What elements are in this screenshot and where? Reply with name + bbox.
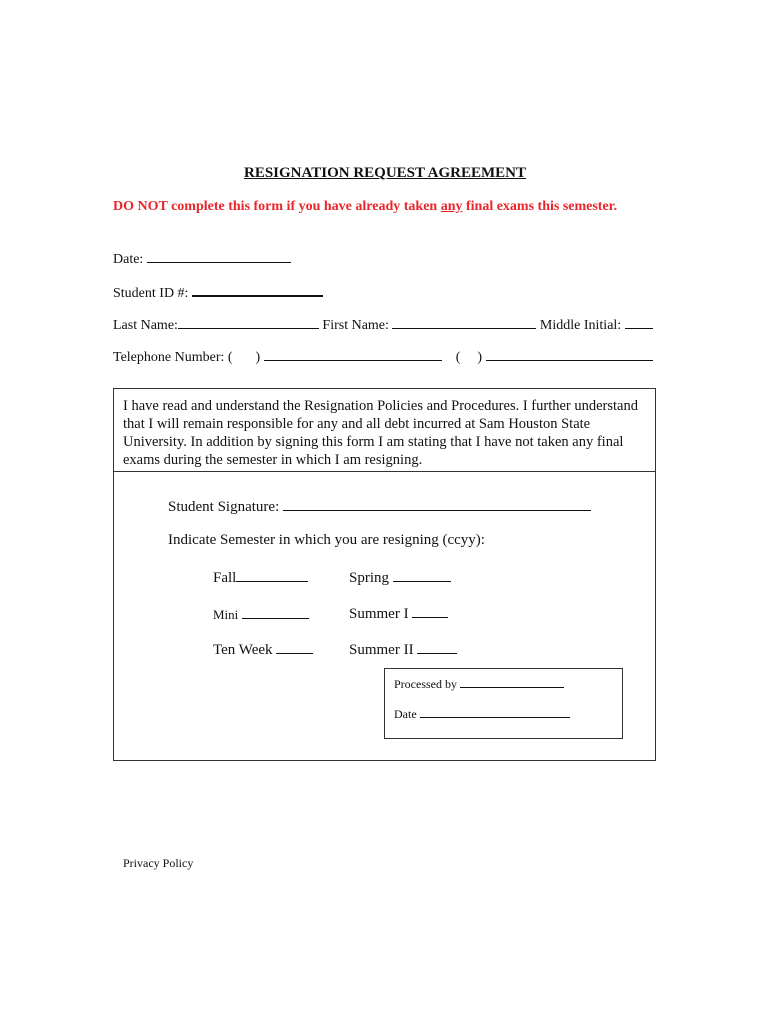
first-name-label: First Name: <box>322 318 389 333</box>
semester-prompt: Indicate Semester in which you are resigning (ccyy): <box>168 532 485 548</box>
signature-label: Student Signature: <box>168 499 280 515</box>
spring-field[interactable] <box>393 567 451 582</box>
date-field[interactable] <box>147 248 291 263</box>
area-code-field[interactable] <box>236 347 252 361</box>
telephone-field[interactable] <box>264 346 442 361</box>
semester-summer1 <box>349 603 448 623</box>
first-name-field[interactable] <box>392 314 536 329</box>
last-name-field[interactable] <box>178 314 319 329</box>
student-id-row <box>113 281 323 302</box>
form-title: RESIGNATION REQUEST AGREEMENT <box>243 165 526 181</box>
summer2-field[interactable] <box>417 639 457 654</box>
telephone2-paren-open: ( <box>455 350 461 365</box>
mini-field[interactable] <box>242 604 309 619</box>
telephone-label: Telephone Number: ( <box>113 350 233 365</box>
tenweek-label: Ten Week <box>213 642 273 658</box>
office-date-field[interactable] <box>420 706 570 718</box>
date-row <box>113 248 291 268</box>
fall-field[interactable] <box>236 567 308 582</box>
semester-spring <box>349 567 451 587</box>
summer1-label: Summer I <box>349 606 409 622</box>
date-label: Date: <box>113 252 144 267</box>
spring-label: Spring <box>349 570 390 586</box>
office-date-row <box>394 706 570 722</box>
middle-initial-field[interactable] <box>625 314 653 329</box>
tenweek-field[interactable] <box>276 639 313 654</box>
office-date-label: Date <box>394 707 417 721</box>
warning-emphasis: any <box>440 199 463 214</box>
area-code2-field[interactable] <box>464 347 474 361</box>
student-id-label: Student ID #: <box>113 286 189 301</box>
name-row <box>113 314 653 334</box>
semester-tenweek <box>213 639 313 659</box>
summer1-field[interactable] <box>412 603 448 618</box>
semester-mini <box>213 604 309 623</box>
processed-by-row <box>394 676 564 692</box>
warning-text-after: final exams this semester. <box>462 199 618 214</box>
processed-by-label: Processed by <box>394 677 457 691</box>
semester-summer2 <box>349 639 457 659</box>
agreement-statement: I have read and understand the Resignation Policies and Procedures. I further understand that I will remain responsible for any and all debt incurred at Sam Houston State University. In addition by signing this form I am stating that I have not taken any final exams during the semester in which I am resigning. <box>123 398 638 468</box>
processed-by-field[interactable] <box>460 676 564 688</box>
warning-notice <box>113 199 617 215</box>
box-divider <box>114 471 655 472</box>
middle-initial-label: Middle Initial: <box>539 318 622 333</box>
student-id-field[interactable] <box>192 281 323 297</box>
semester-fall <box>213 567 308 587</box>
last-name-label: Last Name: <box>113 318 178 333</box>
signature-field[interactable] <box>283 496 591 511</box>
privacy-policy-link[interactable]: Privacy Policy <box>123 856 194 870</box>
fall-label: Fall <box>213 570 237 586</box>
signature-row <box>168 496 591 516</box>
summer2-label: Summer II <box>349 642 414 658</box>
warning-text-before: DO NOT complete this form if you have already taken <box>113 199 441 214</box>
mini-label: Mini <box>213 607 239 622</box>
telephone2-paren-close: ) <box>477 350 483 365</box>
telephone-row <box>113 346 653 366</box>
telephone-paren-close: ) <box>255 350 261 365</box>
telephone2-field[interactable] <box>486 346 653 361</box>
